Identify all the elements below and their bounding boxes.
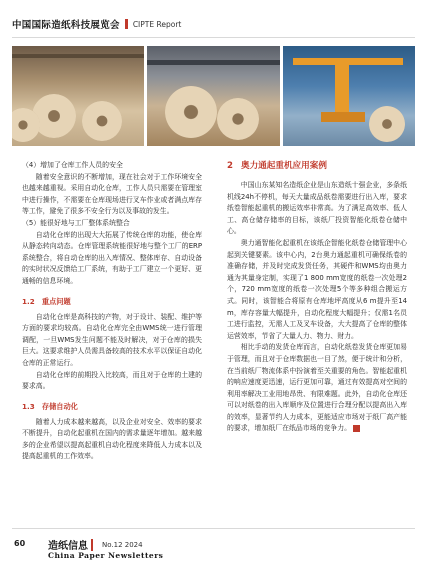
issue-number: No.12 2024 <box>102 540 143 549</box>
photo-roll-storage-hall <box>147 46 279 146</box>
header-divider <box>125 19 128 29</box>
paragraph-storage-automation: 随着人力成本越来越高，以及企业对安全、效率的要求不断提升，自动化起重机在国内的需求量逐年增加。越来越多的企业希望以提高起重机自动化程度来降低人力成本以及提高起重机的工作效率。 <box>22 417 202 461</box>
paragraph-case-comparison: 相比手动的发货仓库而言，自动化纸卷发货仓库更加易于管理，而且对于仓库数据也一目了然，便于统计和分析，在当前纸厂物流体系中扮演着至关重要的角色。智能起重机的响应速度更迅速，运行更加可靠，通过有效提高对空间的利用率解决工业用地昂贵、有限难题。此外，自动化仓库还可以对纸卷的出入库顺序及位置进行合理分配以提高出入库的效率，显著节约人力成本，更能适应市场对于纸厂高产能的要求，增加纸厂在纸品市场的竞争力。 <box>227 343 407 433</box>
section-number: 2 <box>227 161 233 171</box>
logo-chinese: 造纸信息 <box>48 541 88 552</box>
section-heading-key-issues: 1.2 重点问题 <box>22 296 71 306</box>
paragraph-integration: 自动化仓库的出现大大拓展了传统仓库的功能，使仓库从静态转向动态。仓库管理系统能很好地与整个工厂的ERP系统整合，将自动仓库的出入库情况、整体库存、自动设备的实时状况反馈给工厂系统，有助于工厂建立一个更好、更通畅的信息环境。 <box>22 230 202 285</box>
header-title: 中国国际造纸科技展览会 <box>12 20 120 31</box>
page-header <box>12 14 415 34</box>
photo-crane-system <box>283 46 415 146</box>
section-heading-case-study <box>227 160 407 172</box>
paragraph-case-crane: 奥力通智能化起重机在该纸企智能化纸卷仓储管理中心起到关键要素。该中心内，2台奥力通起重机可确保纸卷的准确存储，并及时完成发货任务，其硬件和WMS均由奥力通为其量身定制，实现了1 800 mm宽度的纸卷一次处理2个，720 mm宽度的纸卷一次处理5个等多种组合搬运方式。同时，该智能合将原有仓库地坪高度从6 m提升至14 m，库存容量大幅提升，自动化程度大幅提升；仅需1名员工进行监控，无需人工及叉车设备，大大提高了仓库的整体运营效率，节省了大量人力、物力、财力。 <box>227 238 407 340</box>
section-title: 奥力通起重机应用案例 <box>240 161 327 171</box>
page-footer <box>12 528 415 565</box>
left-column <box>22 160 202 463</box>
photo-paper-rolls-warehouse <box>12 46 144 146</box>
header-rule <box>12 37 415 38</box>
subheading-worker-safety: （4）增加了仓库工作人员的安全 <box>22 161 123 169</box>
photo-strip <box>12 46 415 146</box>
magazine-logo <box>48 537 143 552</box>
logo-english: China Paper Newsletters <box>48 551 164 560</box>
page-number: 60 <box>14 539 26 548</box>
section-heading-storage-automation: 1.3 存储自动化 <box>22 401 78 411</box>
right-column <box>227 160 407 435</box>
end-mark-icon <box>353 425 360 432</box>
paragraph-safety: 随着安全意识的不断增加，现在社会对于工作环境安全也越来越重视。采用自动化仓库，工作人员只需要在管理室中进行操作，不需要在仓库现场进行叉车作业或者满点库存等工作，避免了很多不安全行为以及事故的发生。 <box>22 172 202 216</box>
logo-divider <box>91 539 93 551</box>
paragraph-investment: 自动化仓库的前期投入比较高，而且对于仓库的土建的要求高。 <box>22 370 202 391</box>
subheading-system-integration: （5）能很好地与工厂整体系统整合 <box>22 218 130 227</box>
header-subtitle: CIPTE Report <box>132 19 182 29</box>
paragraph-key-issues: 自动化仓库是高科技的产物，对于设计、装配、维护等方面的要求均较高。自动化仓库完全由WMS统一进行管理调配，一旦WMS发生问题不能及时解决，对于仓库的损失巨大。这要求维护人员需具备较高的技术水平以保证自动化仓库的正常运行。 <box>22 312 202 367</box>
paragraph-case-intro: 中国山东某知名造纸企业是山东造纸十强企业，多条纸机线24h不停机，每天大量成品纸卷需要进行出入库，要求纸卷智能起重机的搬运效率非常高。为了满足高效率、低人工、高仓储存储率的目标，该纸厂投资智能化纸卷仓储中心。 <box>227 181 407 236</box>
